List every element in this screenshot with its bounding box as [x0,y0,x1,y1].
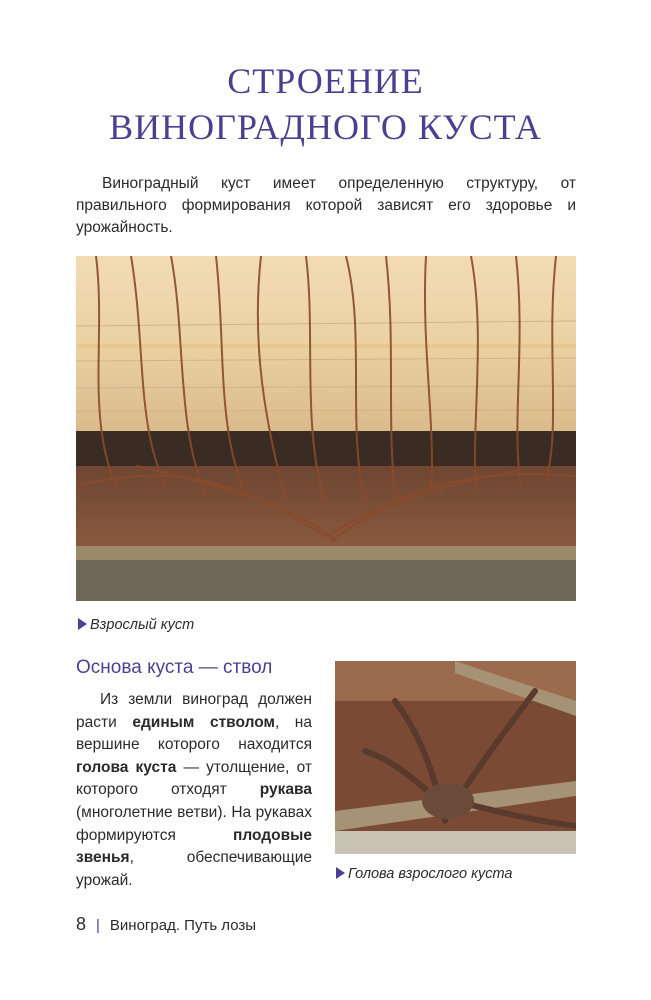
page-number: 8 [76,914,87,934]
term-single-trunk: единым стволом [132,713,275,731]
figure-1-caption: Взрослый куст [78,617,194,633]
term-bush-head: голова куста [76,758,177,776]
adult-bush-photo [76,256,576,601]
caption-marker-icon [78,618,87,630]
bush-head-photo [335,661,576,854]
section-body: Из земли виноград должен расти единым стволом, на вершине которого находится голова куста — утолщение, от которого отходят рукава (многолетние ветви). На рукавах формируются плодовые звенья, обеспечивающие урожай. [76,691,312,889]
page-title [0,58,651,150]
title-line-2: ВИНОГРАДНОГО КУСТА [109,107,542,147]
figure-2-caption: Голова взрослого куста [336,866,512,882]
page-footer [76,914,256,935]
term-fruit-links: плодовые звенья [76,826,312,867]
intro-paragraph: Виноградный куст имеет определенную структуру, от правильного формирования которой зависят его здоровье и урожайность. [76,175,576,236]
term-arms: рукава [259,781,312,799]
caption-marker-icon [336,867,345,879]
title-line-1: СТРОЕНИЕ [227,61,424,101]
section-heading: Основа куста — ствол [76,657,273,678]
footer-separator: | [96,917,100,934]
book-title: Виноград. Путь лозы [109,917,257,934]
